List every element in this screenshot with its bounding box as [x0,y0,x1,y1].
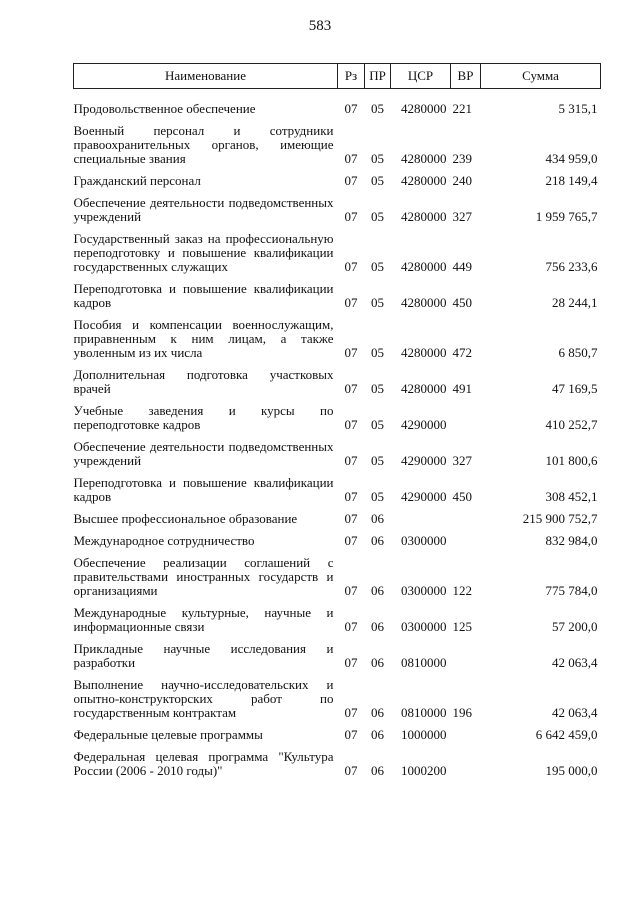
table-header [74,64,601,89]
row-rz: 07 [344,209,358,224]
header-name: Наименование [74,64,338,89]
row-csr: 1000000 [401,727,447,742]
table-row [74,89,601,117]
row-csr: 4280000 [401,295,447,310]
row-pr: 05 [371,101,384,116]
row-name: Федеральная целевая программа "Культура России (2006 - 2010 годы)" [73,749,334,778]
row-name: Переподготовка и повышение квалификации кадров [73,475,334,504]
row-vr: 122 [452,583,472,598]
row-csr: 4280000 [401,381,447,396]
row-sum: 215 900 752,7 [522,511,598,526]
row-sum: 42 063,4 [552,705,598,720]
header-sum: Сумма [481,64,601,89]
row-pr: 05 [371,417,384,432]
header-rz: Рз [338,64,365,89]
row-pr: 06 [371,727,384,742]
row-vr: 240 [452,173,472,188]
row-name: Высшее профессиональное образование [73,511,298,526]
row-name: Выполнение научно-исследовательских и опытно-конструкторских работ по государственным контрактам [73,677,334,720]
row-pr: 06 [371,619,384,634]
row-vr: 327 [452,453,472,468]
page-number: 583 [308,18,332,34]
row-vr: 327 [452,209,472,224]
row-rz: 07 [344,173,358,188]
row-rz: 07 [344,533,358,548]
table-row [74,188,601,224]
row-csr: 0300000 [401,583,447,598]
table-row [74,634,601,670]
row-sum: 42 063,4 [552,655,598,670]
row-vr: 196 [452,705,472,720]
row-vr [451,720,481,742]
row-name: Международные культурные, научные и информационные связи [73,605,334,634]
row-name: Учебные заведения и курсы по переподготовке кадров [73,403,334,432]
row-rz: 07 [344,453,358,468]
row-sum: 434 959,0 [545,151,598,166]
row-pr: 05 [371,345,384,360]
row-sum: 832 984,0 [545,533,598,548]
row-csr: 0300000 [401,533,447,548]
row-name: Обеспечение деятельности подведомственных учреждений [73,439,334,468]
row-name: Обеспечение деятельности подведомственных учреждений [73,195,334,224]
row-sum: 57 200,0 [552,619,598,634]
row-name: Продовольственное обеспечение [73,101,256,116]
row-rz: 07 [344,489,358,504]
row-name: Гражданский персонал [73,173,201,188]
header-csr: ЦСР [391,64,451,89]
row-sum: 775 784,0 [545,583,598,598]
row-pr: 06 [371,705,384,720]
row-csr: 0300000 [401,619,447,634]
row-vr: 450 [452,489,472,504]
row-name: Военный персонал и сотрудники правоохранительных органов, имеющие специальные звания [73,123,334,166]
table-row [74,224,601,274]
table-row [74,526,601,548]
table-row [74,720,601,742]
row-csr: 0810000 [401,655,447,670]
table-row [74,432,601,468]
row-rz: 07 [344,727,358,742]
row-csr: 4280000 [401,345,447,360]
table-row [74,166,601,188]
row-vr [451,742,481,778]
row-sum: 308 452,1 [545,489,598,504]
row-rz: 07 [344,295,358,310]
row-sum: 101 800,6 [545,453,598,468]
row-name: Дополнительная подготовка участковых врачей [73,367,334,396]
row-vr: 125 [452,619,472,634]
row-csr: 4280000 [401,209,447,224]
row-sum: 195 000,0 [545,763,598,778]
row-pr: 06 [371,655,384,670]
row-rz: 07 [344,345,358,360]
row-csr: 4280000 [401,173,447,188]
row-sum: 47 169,5 [552,381,598,396]
table-row [74,116,601,166]
row-csr: 4290000 [401,489,447,504]
table-row [74,598,601,634]
table-row [74,396,601,432]
row-pr: 05 [371,209,384,224]
table-row [74,742,601,778]
row-rz: 07 [344,655,358,670]
row-sum: 218 149,4 [545,173,598,188]
row-sum: 5 315,1 [558,101,598,116]
row-vr: 449 [452,259,472,274]
row-csr: 4280000 [401,101,447,116]
row-pr: 06 [371,763,384,778]
header-pr: ПР [365,64,391,89]
row-name: Пособия и компенсации военнослужащим, приравненным к ним лицам, а также уволенным из их числа [73,317,334,360]
row-rz: 07 [344,705,358,720]
row-name: Международное сотрудничество [73,533,255,548]
row-vr [451,526,481,548]
row-pr: 06 [371,583,384,598]
row-pr: 06 [371,533,384,548]
table-row [74,670,601,720]
row-name: Обеспечение реализации соглашений с правительствами иностранных государств и организациями [73,555,334,598]
row-sum: 1 959 765,7 [535,209,598,224]
row-csr [391,504,451,526]
row-vr [451,396,481,432]
row-sum: 28 244,1 [552,295,598,310]
row-rz: 07 [344,381,358,396]
row-name: Переподготовка и повышение квалификации кадров [73,281,334,310]
row-vr: 472 [452,345,472,360]
row-name: Государственный заказ на профессиональную переподготовку и повышение квалификации государственных служащих [73,231,334,274]
row-vr [451,634,481,670]
table-row [74,468,601,504]
header-row [74,64,601,89]
budget-table [73,63,601,778]
row-rz: 07 [344,417,358,432]
row-sum: 6 642 459,0 [535,727,598,742]
row-vr: 239 [452,151,472,166]
table-row [74,548,601,598]
row-vr: 491 [452,381,472,396]
table-row [74,504,601,526]
row-pr: 05 [371,489,384,504]
row-name: Федеральные целевые программы [73,727,263,742]
row-sum: 756 233,6 [545,259,598,274]
row-csr: 4290000 [401,453,447,468]
table-row [74,360,601,396]
row-pr: 05 [371,295,384,310]
row-pr: 05 [371,453,384,468]
row-csr: 0810000 [401,705,447,720]
row-pr: 05 [371,381,384,396]
row-pr: 05 [371,259,384,274]
row-rz: 07 [344,763,358,778]
row-rz: 07 [344,151,358,166]
row-csr: 1000200 [401,763,447,778]
table-body [74,89,601,779]
row-rz: 07 [344,583,358,598]
header-vr: ВР [451,64,481,89]
row-vr [451,504,481,526]
row-vr: 450 [452,295,472,310]
row-csr: 4280000 [401,259,447,274]
row-pr: 06 [371,511,384,526]
row-rz: 07 [344,259,358,274]
row-rz: 07 [344,511,358,526]
row-sum: 6 850,7 [558,345,598,360]
row-csr: 4280000 [401,151,447,166]
row-rz: 07 [344,101,358,116]
row-vr: 221 [452,101,472,116]
row-pr: 05 [371,173,384,188]
row-sum: 410 252,7 [545,417,598,432]
row-name: Прикладные научные исследования и разработки [73,641,334,670]
row-pr: 05 [371,151,384,166]
table-row [74,274,601,310]
row-rz: 07 [344,619,358,634]
table-row [74,310,601,360]
row-csr: 4290000 [401,417,447,432]
